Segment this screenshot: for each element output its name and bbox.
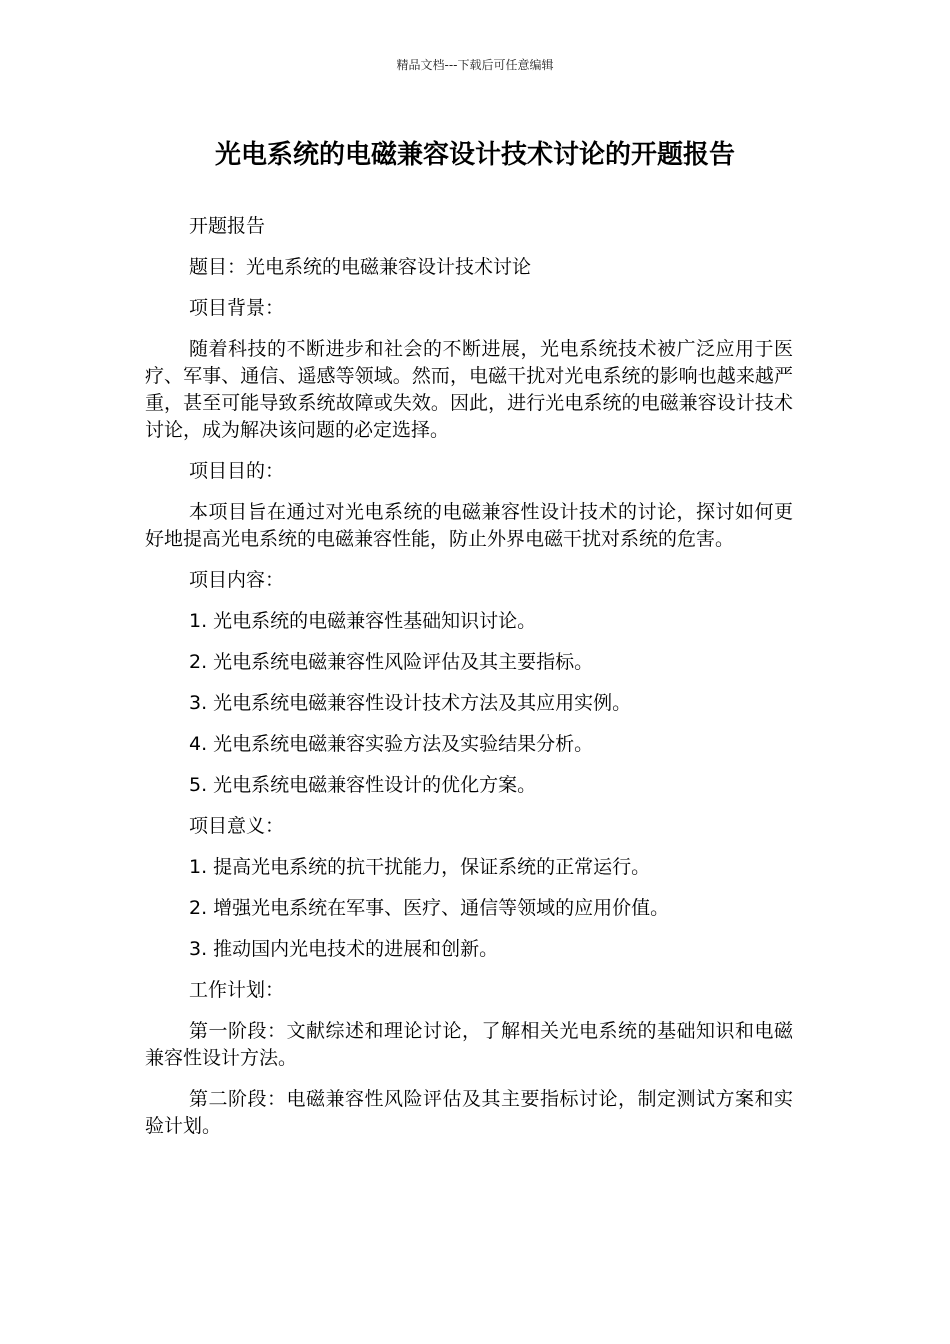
topic-line: 题目：光电系统的电磁兼容设计技术讨论 xyxy=(189,256,532,278)
list-item: 4. 光电系统电磁兼容实验方法及实验结果分析。 xyxy=(189,733,594,755)
paragraph-phase-one: 第一阶段：文献综述和理论讨论，了解相关光电系统的基础知识和电磁兼容性设计方法。 xyxy=(145,1020,793,1069)
paragraph-purpose: 本项目旨在通过对光电系统的电磁兼容性设计技术的讨论，探讨如何更好地提高光电系统的电磁兼容性能，防止外界电磁干扰对系统的危害。 xyxy=(145,501,793,550)
heading-background: 项目背景： xyxy=(189,297,285,319)
page-header: 精品文档---下载后可任意编辑 xyxy=(396,58,554,72)
list-item: 5. 光电系统电磁兼容性设计的优化方案。 xyxy=(189,774,537,796)
paragraph-background: 随着科技的不断进步和社会的不断进展，光电系统技术被广泛应用于医疗、军事、通信、遥感等领域。然而，电磁干扰对光电系统的影响也越来越严重，甚至可能导致系统故障或失效。因此，进行光电系统的电磁兼容设计技术讨论，成为解决该问题的必定选择。 xyxy=(145,338,793,441)
list-item: 3. 光电系统电磁兼容性设计技术方法及其应用实例。 xyxy=(189,692,632,714)
heading-significance: 项目意义： xyxy=(189,815,285,837)
list-item: 3. 推动国内光电技术的进展和创新。 xyxy=(189,938,499,960)
paragraph-phase-two: 第二阶段：电磁兼容性风险评估及其主要指标讨论，制定测试方案和实验计划。 xyxy=(145,1088,793,1137)
section-label-report: 开题报告 xyxy=(189,215,266,237)
document-body xyxy=(145,213,793,1154)
heading-content: 项目内容： xyxy=(189,569,285,591)
heading-work-plan: 工作计划： xyxy=(189,979,285,1001)
list-item: 1. 光电系统的电磁兼容性基础知识讨论。 xyxy=(189,610,537,632)
list-item: 2. 光电系统电磁兼容性风险评估及其主要指标。 xyxy=(189,651,594,673)
list-item: 2. 增强光电系统在军事、医疗、通信等领域的应用价值。 xyxy=(189,897,670,919)
list-item: 1. 提高光电系统的抗干扰能力，保证系统的正常运行。 xyxy=(189,856,651,878)
document-title: 光电系统的电磁兼容设计技术讨论的开题报告 xyxy=(214,140,735,170)
heading-purpose: 项目目的： xyxy=(189,460,285,482)
